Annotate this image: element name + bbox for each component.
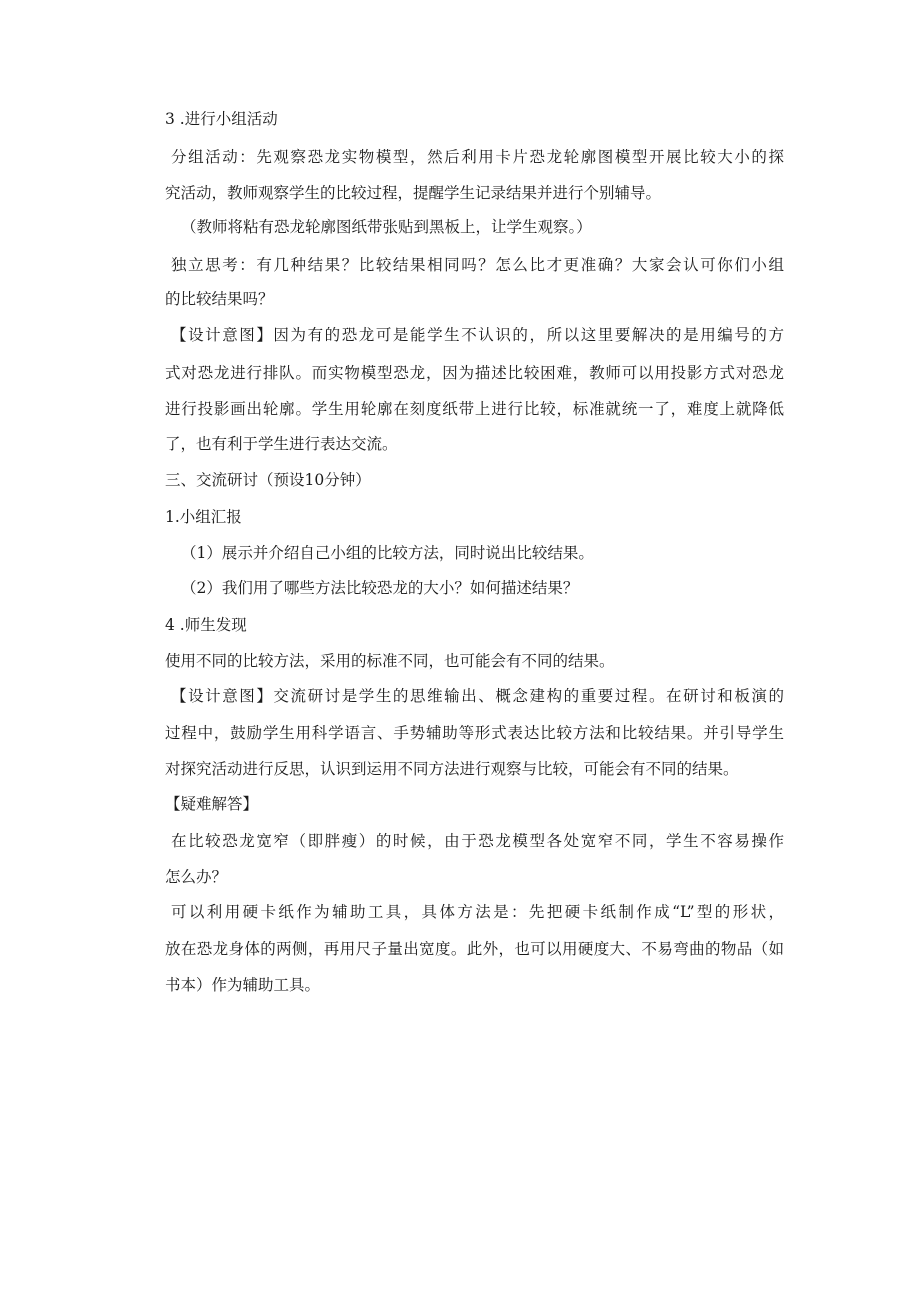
list-item: （2）我们用了哪些方法比较恐龙的大小？如何描述结果？ <box>181 579 579 597</box>
paragraph-line: 可以利用硬卡纸作为辅助工具，具体方法是：先把硬卡纸制作成“L”型的形状， <box>171 903 784 921</box>
list-item: （1）展示并介绍自己小组的比较方法，同时说出比较结果。 <box>181 544 594 562</box>
paragraph-line: 究活动，教师观察学生的比较过程，提醒学生记录结果并进行个别辅导。 <box>165 184 662 202</box>
section-heading-qa: 【疑难解答】 <box>165 795 259 813</box>
design-intent-line: 式对恐龙进行排队。而实物模型恐龙，因为描述比较困难，教师可以用投影方式对恐龙 <box>165 364 784 382</box>
paragraph-line: 分组活动：先观察恐龙实物模型，然后利用卡片恐龙轮廓图模型开展比较大小的探 <box>171 148 784 166</box>
design-intent-line: 【设计意图】因为有的恐龙可是能学生不认识的，所以这里要解决的是用编号的方 <box>171 326 784 344</box>
paragraph-line: 独立思考：有几种结果？比较结果相同吗？怎么比才更准确？大家会认可你们小组 <box>171 256 784 274</box>
design-intent-line: 了，也有利于学生进行表达交流。 <box>165 435 398 453</box>
paragraph-line: 的比较结果吗？ <box>165 290 274 308</box>
subheading-group-report: 1.小组汇报 <box>165 508 242 526</box>
design-intent-line: 对探究活动进行反思，认识到运用不同方法进行观察与比较，可能会有不同的结果。 <box>165 760 739 778</box>
paragraph-line: 放在恐龙身体的两侧，再用尺子量出宽度。此外，也可以用硬度大、不易弯曲的物品（如 <box>165 940 784 958</box>
design-intent-line: 过程中，鼓励学生用科学语言、手势辅助等形式表达比较方法和比较结果。并引导学生 <box>165 724 784 742</box>
paragraph-line: 在比较恐龙宽窄（即胖瘦）的时候，由于恐龙模型各处宽窄不同，学生不容易操作 <box>171 832 784 850</box>
heading-group-activity: 3 .进行小组活动 <box>165 110 278 128</box>
subheading-discovery: 4 .师生发现 <box>165 616 247 634</box>
paragraph-line: 怎么办？ <box>165 868 228 886</box>
paragraph-line: 书本）作为辅助工具。 <box>165 976 321 994</box>
paragraph-line: （教师将粘有恐龙轮廓图纸带张贴到黑板上，让学生观察。） <box>181 218 592 236</box>
paragraph-line: 使用不同的比较方法，采用的标准不同，也可能会有不同的结果。 <box>165 652 615 670</box>
section-heading: 三、交流研讨（预设10分钟） <box>165 471 371 489</box>
design-intent-line: 进行投影画出轮廓。学生用轮廓在刻度纸带上进行比较，标准就统一了，难度上就降低 <box>165 400 784 418</box>
design-intent-line: 【设计意图】交流研讨是学生的思维输出、概念建构的重要过程。在研讨和板演的 <box>171 687 784 705</box>
